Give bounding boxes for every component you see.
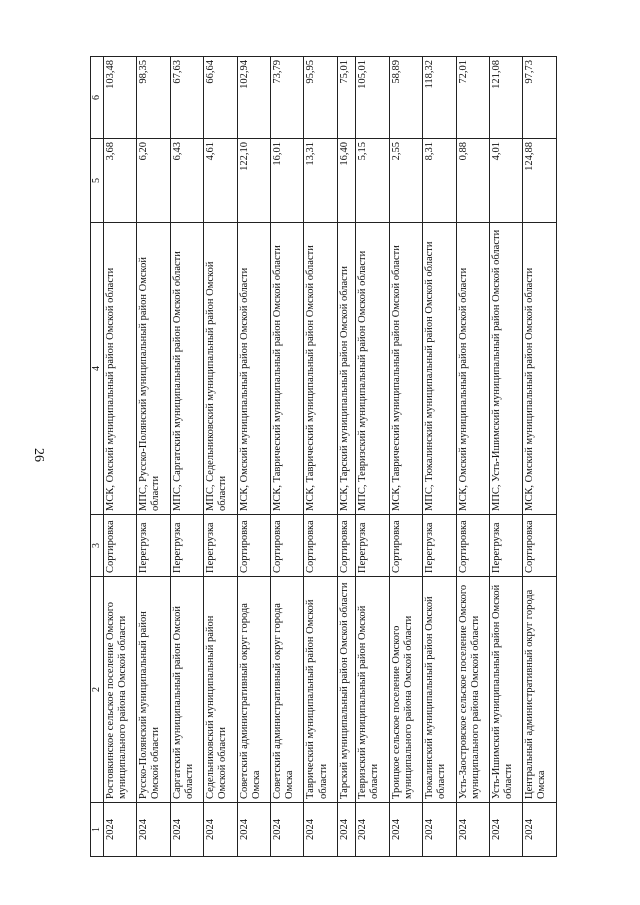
column-header-6: 6 — [91, 57, 104, 139]
table-cell-col-2: Усть-Ишимский муниципальный район Омской области — [490, 577, 523, 803]
table-cell-col-1: 2024 — [137, 803, 170, 857]
table-cell-col-5: 6,43 — [170, 139, 203, 223]
table-cell-col-1: 2024 — [337, 803, 356, 857]
table-cell-col-3: Перегрузка — [204, 515, 237, 577]
table-cell-col-2: Советский административный округ города Омска — [237, 577, 270, 803]
table-cell-col-6: 118,32 — [423, 57, 456, 139]
table-cell-col-4: МСК, Омский муниципальный район Омской области — [456, 223, 489, 515]
table-cell-col-2: Ростовкинское сельское поселение Омского муниципального района Омской области — [104, 577, 137, 803]
table-row — [423, 57, 456, 857]
table-cell-col-1: 2024 — [523, 803, 557, 857]
table-cell-col-4: МСК, Тарский муниципальный район Омской области — [337, 223, 356, 515]
table-cell-col-4: МСК, Омский муниципальный район Омской области — [104, 223, 137, 515]
table-cell-col-4: МПС, Саргатский муниципальный район Омской области — [170, 223, 203, 515]
table-cell-col-3: Перегрузка — [356, 515, 389, 577]
table-cell-col-5: 122,10 — [237, 139, 270, 223]
table-cell-col-6: 121,08 — [490, 57, 523, 139]
table-cell-col-6: 98,35 — [137, 57, 170, 139]
table-cell-col-4: МПС, Седельниковский муниципальный район Омской области — [204, 223, 237, 515]
page-number: 26 — [31, 448, 46, 462]
table-cell-col-4: МПС, Усть-Ишимский муниципальный район Омской области — [490, 223, 523, 515]
table-cell-col-3: Сортировка — [337, 515, 356, 577]
table-cell-col-4: МСК, Таврический муниципальный район Омской области — [304, 223, 337, 515]
table-body — [104, 57, 557, 857]
table-row — [337, 57, 356, 857]
table-cell-col-1: 2024 — [356, 803, 389, 857]
table-cell-col-6: 66,64 — [204, 57, 237, 139]
table-cell-col-6: 95,95 — [304, 57, 337, 139]
table-row — [237, 57, 270, 857]
table-cell-col-2: Саргатский муниципальный район Омской области — [170, 577, 203, 803]
table-row — [137, 57, 170, 857]
table-cell-col-4: МПС, Русско-Полянский муниципальный район Омской области — [137, 223, 170, 515]
table-cell-col-5: 124,88 — [523, 139, 557, 223]
table-cell-col-3: Сортировка — [271, 515, 304, 577]
table-row — [356, 57, 389, 857]
table-cell-col-6: 97,73 — [523, 57, 557, 139]
column-header-4: 4 — [91, 223, 104, 515]
table-cell-col-2: Центральный административный округ города Омска — [523, 577, 557, 803]
waste-flow-table — [90, 56, 557, 857]
table-row — [204, 57, 237, 857]
table-cell-col-1: 2024 — [170, 803, 203, 857]
table-row — [523, 57, 557, 857]
table-cell-col-6: 75,01 — [337, 57, 356, 139]
table-cell-col-5: 6,20 — [137, 139, 170, 223]
table-row — [271, 57, 304, 857]
table-cell-col-2: Тарский муниципальный район Омской области — [337, 577, 356, 803]
table-cell-col-2: Троицкое сельское поселение Омского муниципального района Омской области — [389, 577, 422, 803]
table-cell-col-1: 2024 — [237, 803, 270, 857]
table-cell-col-2: Седельниковский муниципальный район Омской области — [204, 577, 237, 803]
table-cell-col-5: 16,40 — [337, 139, 356, 223]
table-cell-col-5: 13,31 — [304, 139, 337, 223]
table-cell-col-2: Советский административный округ города Омска — [271, 577, 304, 803]
table-cell-col-1: 2024 — [490, 803, 523, 857]
table-cell-col-6: 102,94 — [237, 57, 270, 139]
table-cell-col-2: Русско-Полянский муниципальный район Омской области — [137, 577, 170, 803]
table-cell-col-4: МСК, Омский муниципальный район Омской области — [237, 223, 270, 515]
table-cell-col-3: Сортировка — [237, 515, 270, 577]
table-cell-col-5: 2,55 — [389, 139, 422, 223]
rotated-table-frame — [90, 57, 557, 857]
table-cell-col-5: 3,68 — [104, 139, 137, 223]
table-cell-col-3: Перегрузка — [170, 515, 203, 577]
table-cell-col-2: Усть-Заостровское сельское поселение Омского муниципального района Омской области — [456, 577, 489, 803]
table-cell-col-1: 2024 — [104, 803, 137, 857]
table-cell-col-1: 2024 — [304, 803, 337, 857]
table-cell-col-4: МСК, Таврический муниципальный район Омской области — [389, 223, 422, 515]
table-cell-col-5: 16,01 — [271, 139, 304, 223]
table-cell-col-6: 58,89 — [389, 57, 422, 139]
table-cell-col-3: Перегрузка — [423, 515, 456, 577]
table-cell-col-3: Перегрузка — [490, 515, 523, 577]
table-cell-col-3: Сортировка — [304, 515, 337, 577]
table-cell-col-2: Тевризский муниципальный район Омской области — [356, 577, 389, 803]
table-cell-col-3: Сортировка — [104, 515, 137, 577]
column-header-1: 1 — [91, 803, 104, 857]
table-cell-col-3: Перегрузка — [137, 515, 170, 577]
table-cell-col-4: МСК, Омский муниципальный район Омской области — [523, 223, 557, 515]
table-row — [304, 57, 337, 857]
table-cell-col-6: 103,48 — [104, 57, 137, 139]
table-row — [490, 57, 523, 857]
table-cell-col-1: 2024 — [423, 803, 456, 857]
table-cell-col-2: Тюкалинский муниципальный район Омской области — [423, 577, 456, 803]
table-row — [170, 57, 203, 857]
table-row — [104, 57, 137, 857]
table-cell-col-4: МПС, Тевризский муниципальный район Омской области — [356, 223, 389, 515]
table-cell-col-5: 8,31 — [423, 139, 456, 223]
column-header-3: 3 — [91, 515, 104, 577]
table-header-row — [91, 57, 104, 857]
table-cell-col-6: 67,63 — [170, 57, 203, 139]
table-cell-col-3: Сортировка — [456, 515, 489, 577]
table-cell-col-5: 5,15 — [356, 139, 389, 223]
table-cell-col-4: МСК, Таврический муниципальный район Омской области — [271, 223, 304, 515]
table-cell-col-4: МПС, Тюкалинский муниципальный район Омской области — [423, 223, 456, 515]
table-cell-col-1: 2024 — [271, 803, 304, 857]
column-header-2: 2 — [91, 577, 104, 803]
table-cell-col-6: 73,79 — [271, 57, 304, 139]
table-cell-col-6: 105,01 — [356, 57, 389, 139]
table-cell-col-5: 4,61 — [204, 139, 237, 223]
table-cell-col-6: 72,01 — [456, 57, 489, 139]
table-cell-col-2: Таврический муниципальный район Омской области — [304, 577, 337, 803]
table-cell-col-1: 2024 — [389, 803, 422, 857]
table-cell-col-3: Сортировка — [389, 515, 422, 577]
table-row — [456, 57, 489, 857]
table-cell-col-1: 2024 — [456, 803, 489, 857]
table-cell-col-5: 0,88 — [456, 139, 489, 223]
table-cell-col-5: 4,01 — [490, 139, 523, 223]
table-cell-col-3: Сортировка — [523, 515, 557, 577]
column-header-5: 5 — [91, 139, 104, 223]
table-cell-col-1: 2024 — [204, 803, 237, 857]
table-row — [389, 57, 422, 857]
